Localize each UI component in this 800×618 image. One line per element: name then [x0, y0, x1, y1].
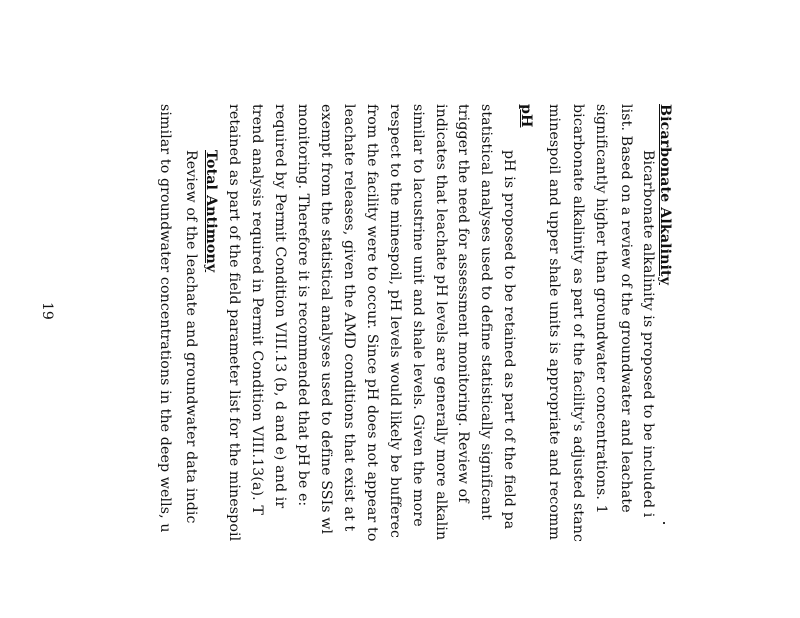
paragraph-line: Review of the leachate and groundwater data indic: [183, 150, 199, 524]
section-heading: pH: [518, 104, 534, 128]
paragraph-line: leachate releases, given the AMD conditions that exist at t: [341, 104, 357, 532]
paragraph-line: statistical analyses used to define statistically significant: [478, 104, 494, 521]
paragraph-line: exempt from the statistical analyses used to define SSIs wl: [318, 104, 334, 535]
paragraph-line: list. Based on a review of the groundwater and leachate: [618, 104, 634, 513]
section-heading: Bicarbonate Alkalinity: [657, 104, 673, 285]
paragraph-line: retained as part of the field parameter list for the minespoil: [226, 104, 242, 542]
paragraph-line: similar to groundwater concentrations in the deep wells, u: [157, 104, 173, 533]
paragraph-line: similar to lacustrine unit and shale levels. Given the more: [410, 104, 426, 527]
paragraph-line: monitoring. Therefore it is recommended that pH be e:: [295, 104, 311, 507]
paragraph-line: Bicarbonate alkalinity is proposed to be included i: [640, 150, 656, 518]
paragraph-line: indicates that leachate pH levels are generally more alkalin: [433, 104, 449, 541]
paragraph-line: significantly higher than groundwater concentrations. 1: [593, 104, 609, 514]
page-number: 19: [39, 302, 55, 320]
paragraph-line: from the facility were to occur. Since pH does not appear to: [364, 104, 380, 542]
section-heading: Total Antimony: [203, 150, 219, 273]
paragraph-line: trigger the need for assessment monitoring. Review of: [455, 104, 471, 503]
paragraph-line: bicarbonate alkalinity as part of the facility's adjusted stanc: [570, 104, 586, 543]
paragraph-line: pH is proposed to be retained as part of the field pa: [501, 150, 517, 530]
paragraph-line: minespoil and upper shale units is appropriate and recomm: [546, 104, 562, 541]
paragraph-line: respect to the minespoil, pH levels would likely be bufferec: [387, 104, 403, 539]
paragraph-line: trend analysis required in Permit Condition VIII.13(a). T: [249, 104, 265, 515]
paragraph-line: required by Permit Condition VIII.13 (b, d and e) and ir: [272, 104, 288, 509]
